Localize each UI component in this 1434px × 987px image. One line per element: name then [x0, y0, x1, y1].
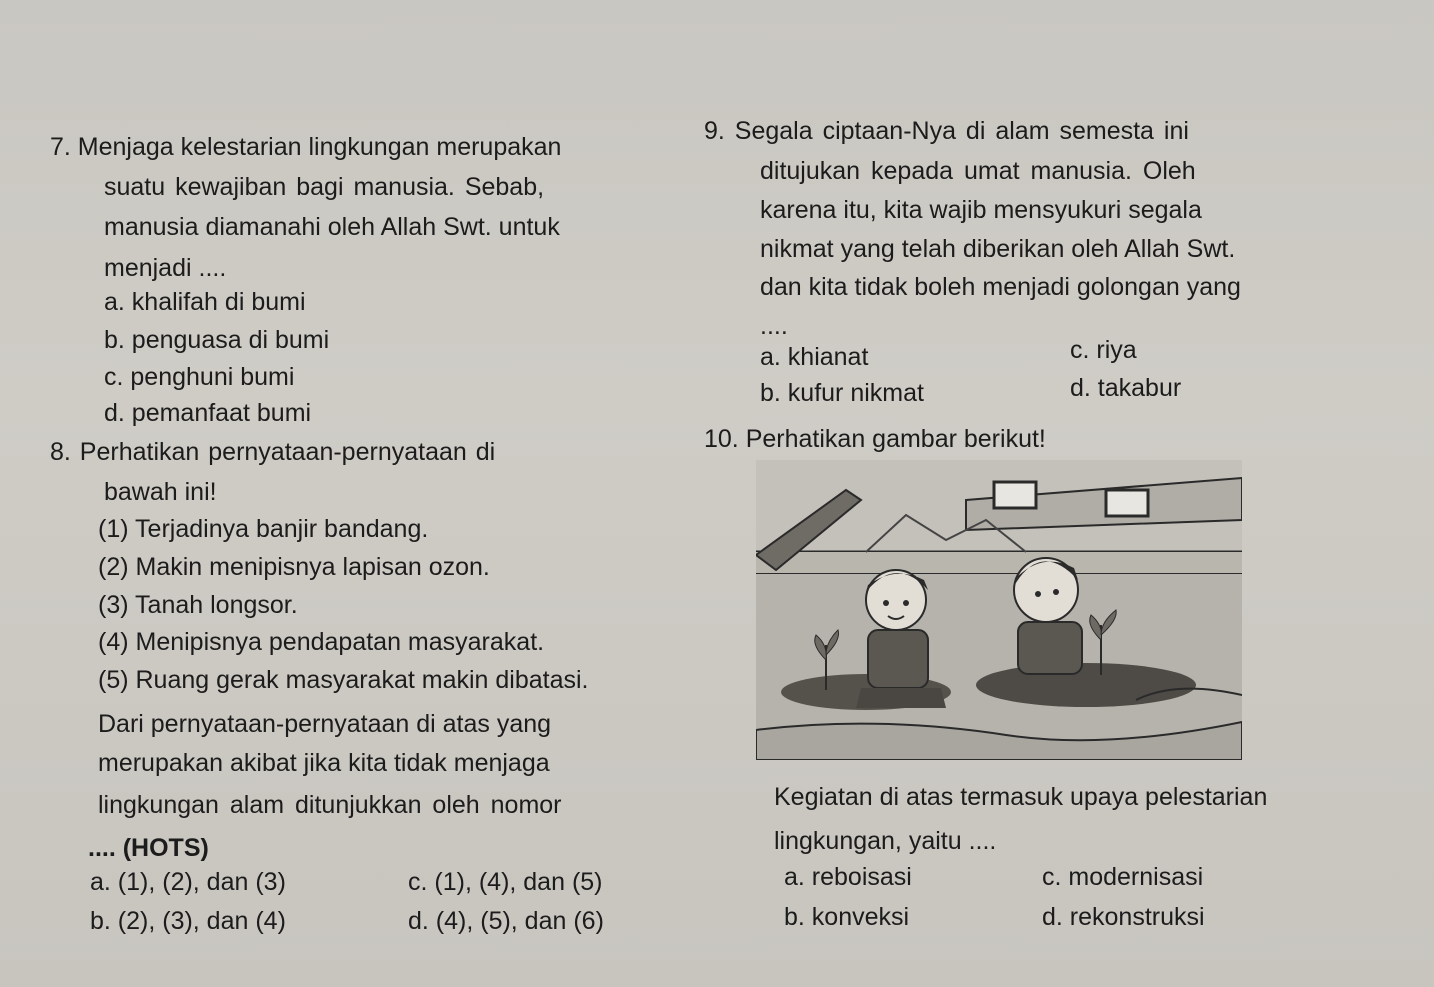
- q10-option-a: a. reboisasi: [784, 863, 912, 891]
- q7-option-d: d. pemanfaat bumi: [104, 399, 312, 427]
- q9-line-3: karena itu, kita wajib mensyukuri segala: [760, 196, 1202, 224]
- q9-line-1: 9. Segala ciptaan-Nya di alam semesta ini: [704, 117, 1189, 145]
- q7-line-4: menjadi ....: [104, 254, 227, 282]
- q8-line-2: bawah ini!: [104, 478, 217, 506]
- q8-question-4: .... (HOTS): [88, 834, 209, 862]
- q10-line-1: Kegiatan di atas termasuk upaya pelestarian: [774, 783, 1268, 811]
- q8-question-3: lingkungan alam ditunjukkan oleh nomor: [98, 791, 562, 819]
- q10-option-d: d. rekonstruksi: [1042, 903, 1205, 931]
- q7-line-2: suatu kewajiban bagi manusia. Sebab,: [104, 173, 545, 201]
- q10-line-2: lingkungan, yaitu ....: [774, 827, 997, 855]
- q8-option-d: d. (4), (5), dan (6): [408, 907, 604, 935]
- q8-question-2: merupakan akibat jika kita tidak menjaga: [98, 749, 550, 777]
- q7-line-1: 7. Menjaga kelestarian lingkungan merupakan: [50, 133, 562, 161]
- q10-option-b: b. konveksi: [784, 903, 910, 931]
- q9-option-a: a. khianat: [760, 343, 869, 371]
- q8-question-1: Dari pernyataan-pernyataan di atas yang: [98, 710, 552, 738]
- q8-statement-4: (4) Menipisnya pendapatan masyarakat.: [98, 628, 545, 656]
- q8-option-a: a. (1), (2), dan (3): [90, 868, 286, 896]
- q8-line-1: 8. Perhatikan pernyataan-pernyataan di: [50, 438, 496, 466]
- q9-option-b: b. kufur nikmat: [760, 379, 924, 407]
- q9-option-c: c. riya: [1070, 336, 1137, 364]
- q9-line-6: ....: [760, 312, 788, 340]
- q8-statement-1: (1) Terjadinya banjir bandang.: [98, 515, 429, 543]
- q8-option-c: c. (1), (4), dan (5): [408, 868, 603, 896]
- q7-option-a: a. khalifah di bumi: [104, 288, 306, 316]
- q9-line-4: nikmat yang telah diberikan oleh Allah Swt.: [760, 235, 1236, 263]
- q7-option-b: b. penguasa di bumi: [104, 326, 330, 354]
- tree-planting-illustration: [756, 460, 1242, 760]
- q8-statement-3: (3) Tanah longsor.: [98, 591, 298, 619]
- q8-statement-5: (5) Ruang gerak masyarakat makin dibatasi.: [98, 666, 589, 694]
- q9-line-5: dan kita tidak boleh menjadi golongan yang: [760, 273, 1241, 301]
- q7-option-c: c. penghuni bumi: [104, 363, 295, 391]
- q9-option-d: d. takabur: [1070, 374, 1182, 402]
- q9-line-2: ditujukan kepada umat manusia. Oleh: [760, 157, 1196, 185]
- q7-line-3: manusia diamanahi oleh Allah Swt. untuk: [104, 213, 560, 241]
- q8-statement-2: (2) Makin menipisnya lapisan ozon.: [98, 553, 490, 581]
- q10-option-c: c. modernisasi: [1042, 863, 1204, 891]
- q10-intro: 10. Perhatikan gambar berikut!: [704, 425, 1046, 453]
- children-planting-trees-drawing: [756, 460, 1242, 760]
- q8-option-b: b. (2), (3), dan (4): [90, 907, 286, 935]
